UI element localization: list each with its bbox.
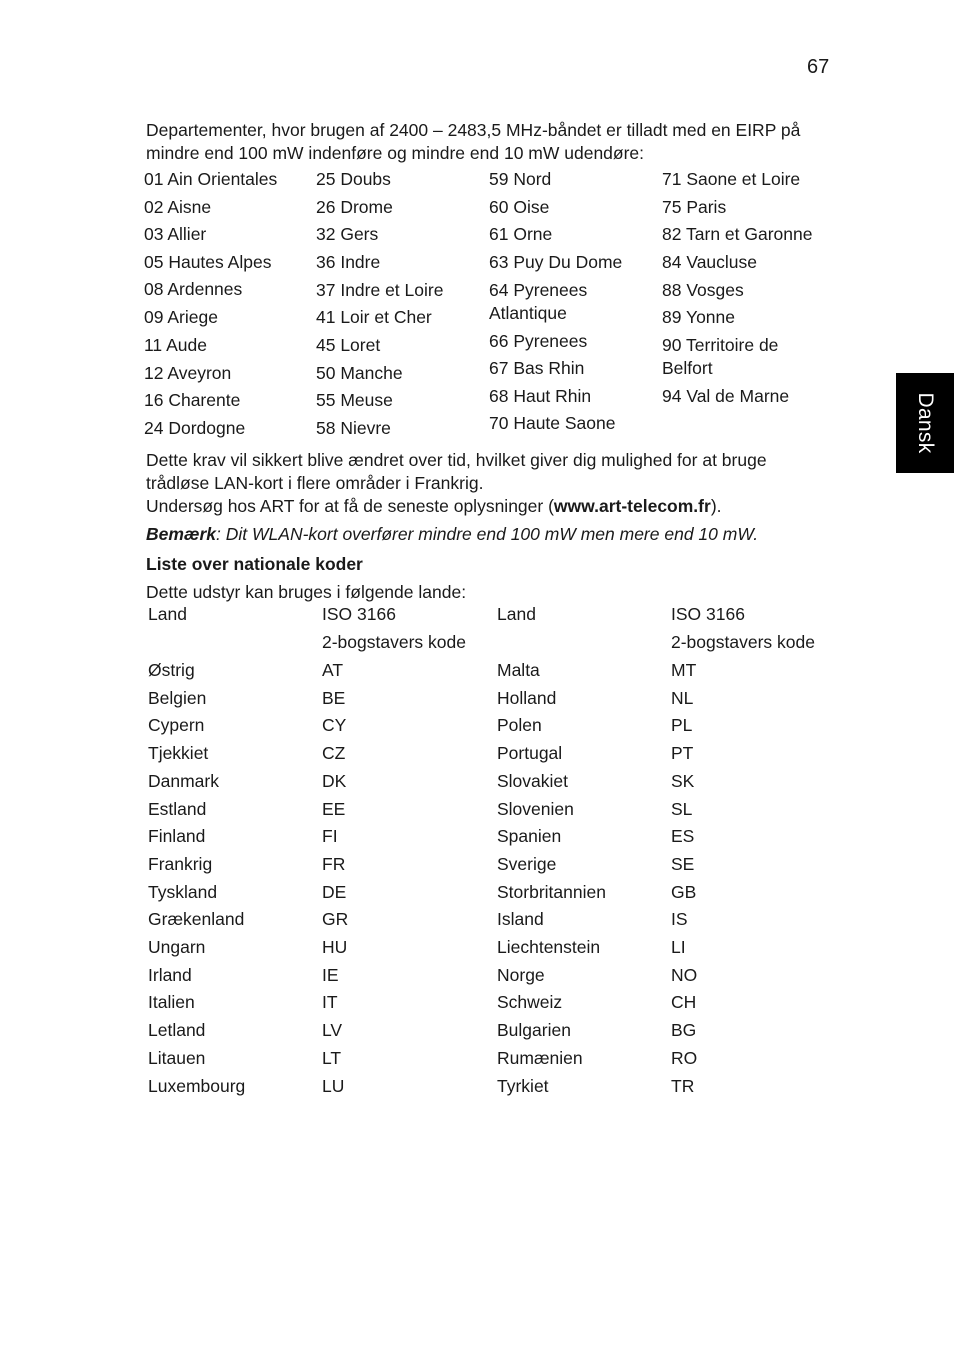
department-item: 37 Indre et Loire [316, 280, 444, 300]
country-code: CH [671, 992, 697, 1012]
country-code: HU [322, 937, 348, 957]
country-code: CZ [322, 743, 346, 763]
header-land-right: Land [497, 604, 536, 624]
country-code: BG [671, 1020, 697, 1040]
codes-heading: Liste over nationale koder [146, 554, 363, 574]
country-name: Grækenland [148, 909, 245, 929]
check-line [146, 496, 722, 517]
department-item: 82 Tarn et Garonne [662, 224, 813, 244]
country-name: Island [497, 909, 544, 929]
department-item: 09 Ariege [144, 307, 218, 327]
department-item: 12 Aveyron [144, 363, 232, 383]
country-name: Slovenien [497, 799, 574, 819]
country-code: DE [322, 882, 347, 902]
country-name: Liechtenstein [497, 937, 601, 957]
codes-intro: Dette udstyr kan bruges i følgende lande: [146, 582, 467, 602]
department-item: 32 Gers [316, 224, 379, 244]
country-name: Ungarn [148, 937, 206, 957]
department-item: 05 Hautes Alpes [144, 252, 272, 272]
art-telecom-url: www.art-telecom.fr [553, 496, 711, 516]
department-item: 11 Aude [144, 335, 207, 355]
country-code: SK [671, 771, 695, 791]
department-item: 67 Bas Rhin [489, 358, 585, 378]
department-item: 90 Territoire de [662, 335, 779, 355]
country-name: Italien [148, 992, 195, 1012]
country-name: Bulgarien [497, 1020, 571, 1040]
country-name: Polen [497, 715, 542, 735]
department-item: 88 Vosges [662, 280, 744, 300]
country-code: FI [322, 826, 338, 846]
department-item: 59 Nord [489, 169, 552, 189]
country-code: RO [671, 1048, 698, 1068]
country-code: BE [322, 688, 346, 708]
country-name: Østrig [148, 660, 195, 680]
department-item: 01 Ain Orientales [144, 169, 278, 189]
department-item: 03 Allier [144, 224, 207, 244]
department-item: 68 Haut Rhin [489, 386, 592, 406]
country-name: Luxembourg [148, 1076, 246, 1096]
department-item: 24 Dordogne [144, 418, 246, 438]
language-tab-label: Dansk [914, 392, 937, 454]
department-item: 70 Haute Saone [489, 413, 616, 433]
country-name: Letland [148, 1020, 206, 1040]
department-item: 71 Saone et Loire [662, 169, 801, 189]
country-name: Rumænien [497, 1048, 583, 1068]
country-code: IE [322, 965, 339, 985]
language-tab [896, 373, 954, 473]
note-text: : Dit WLAN-kort overfører mindre end 100 mW men mere end 10 mW. [216, 524, 759, 544]
department-item: 58 Nievre [316, 418, 391, 438]
country-code: FR [322, 854, 346, 874]
page-number: 67 [807, 56, 830, 78]
country-name: Storbritannien [497, 882, 606, 902]
country-code: LU [322, 1076, 345, 1096]
country-name: Irland [148, 965, 192, 985]
country-code: IS [671, 909, 688, 929]
intro-line-2: mindre end 100 mW indenføre og mindre end 10 mW udendøre: [146, 143, 645, 163]
department-item: 36 Indre [316, 252, 381, 272]
department-item: Belfort [662, 358, 713, 378]
country-code: CY [322, 715, 347, 735]
country-name: Finland [148, 826, 206, 846]
department-item: 45 Loret [316, 335, 381, 355]
country-name: Estland [148, 799, 207, 819]
country-name: Tjekkiet [148, 743, 209, 763]
country-code: EE [322, 799, 346, 819]
header-iso-right-sub: 2-bogstavers kode [671, 632, 815, 652]
country-code: MT [671, 660, 697, 680]
department-item: 26 Drome [316, 197, 393, 217]
country-code: AT [322, 660, 344, 680]
check-prefix: Undersøg hos ART for at få de seneste oplysninger ( [146, 496, 554, 516]
department-item: 75 Paris [662, 197, 727, 217]
department-item: 61 Orne [489, 224, 553, 244]
country-code: PT [671, 743, 694, 763]
department-item: 66 Pyrenees [489, 331, 588, 351]
country-name: Tyskland [148, 882, 218, 902]
country-code: DK [322, 771, 347, 791]
department-item: 60 Oise [489, 197, 550, 217]
country-name: Tyrkiet [497, 1076, 549, 1096]
department-item: 94 Val de Marne [662, 386, 790, 406]
department-item: 55 Meuse [316, 390, 393, 410]
department-item: 63 Puy Du Dome [489, 252, 623, 272]
department-item: 02 Aisne [144, 197, 212, 217]
country-code: TR [671, 1076, 695, 1096]
country-name: Danmark [148, 771, 219, 791]
department-item: 84 Vaucluse [662, 252, 758, 272]
country-code: LI [671, 937, 686, 957]
department-item: 08 Ardennes [144, 279, 243, 299]
country-code: LV [322, 1020, 343, 1040]
change-line-1: Dette krav vil sikkert blive ændret over tid, hvilket giver dig mulighed for at bruge [146, 450, 767, 470]
country-code: NL [671, 688, 694, 708]
country-code: SE [671, 854, 695, 874]
department-item: 16 Charente [144, 390, 241, 410]
country-code: GB [671, 882, 697, 902]
change-line-2: trådløse LAN-kort i flere områder i Frankrig. [146, 473, 484, 493]
country-name: Malta [497, 660, 540, 680]
country-code: SL [671, 799, 693, 819]
department-item: 89 Yonne [662, 307, 736, 327]
country-name: Litauen [148, 1048, 206, 1068]
country-code: IT [322, 992, 338, 1012]
note-label: Bemærk [146, 524, 217, 544]
department-item: 25 Doubs [316, 169, 391, 189]
header-land-left: Land [148, 604, 187, 624]
department-item: 41 Loir et Cher [316, 307, 432, 327]
country-code: GR [322, 909, 349, 929]
country-name: Belgien [148, 688, 207, 708]
intro-line-1: Departementer, hvor brugen af 2400 – 2483,5 MHz-båndet er tilladt med en EIRP på [146, 120, 801, 140]
country-name: Cypern [148, 715, 205, 735]
header-iso-right: ISO 3166 [671, 604, 745, 624]
country-code: PL [671, 715, 693, 735]
country-name: Slovakiet [497, 771, 569, 791]
country-name: Portugal [497, 743, 563, 763]
country-name: Sverige [497, 854, 557, 874]
header-iso-left: ISO 3166 [322, 604, 396, 624]
country-name: Spanien [497, 826, 562, 846]
country-name: Holland [497, 688, 557, 708]
header-iso-left-sub: 2-bogstavers kode [322, 632, 466, 652]
country-name: Norge [497, 965, 545, 985]
note-line [146, 524, 758, 545]
country-code: ES [671, 826, 695, 846]
check-suffix: ). [710, 496, 722, 516]
department-item: Atlantique [489, 303, 567, 323]
country-name: Schweiz [497, 992, 563, 1012]
country-name: Frankrig [148, 854, 213, 874]
department-item: 50 Manche [316, 363, 403, 383]
country-code: NO [671, 965, 698, 985]
department-item: 64 Pyrenees [489, 280, 588, 300]
country-code: LT [322, 1048, 342, 1068]
